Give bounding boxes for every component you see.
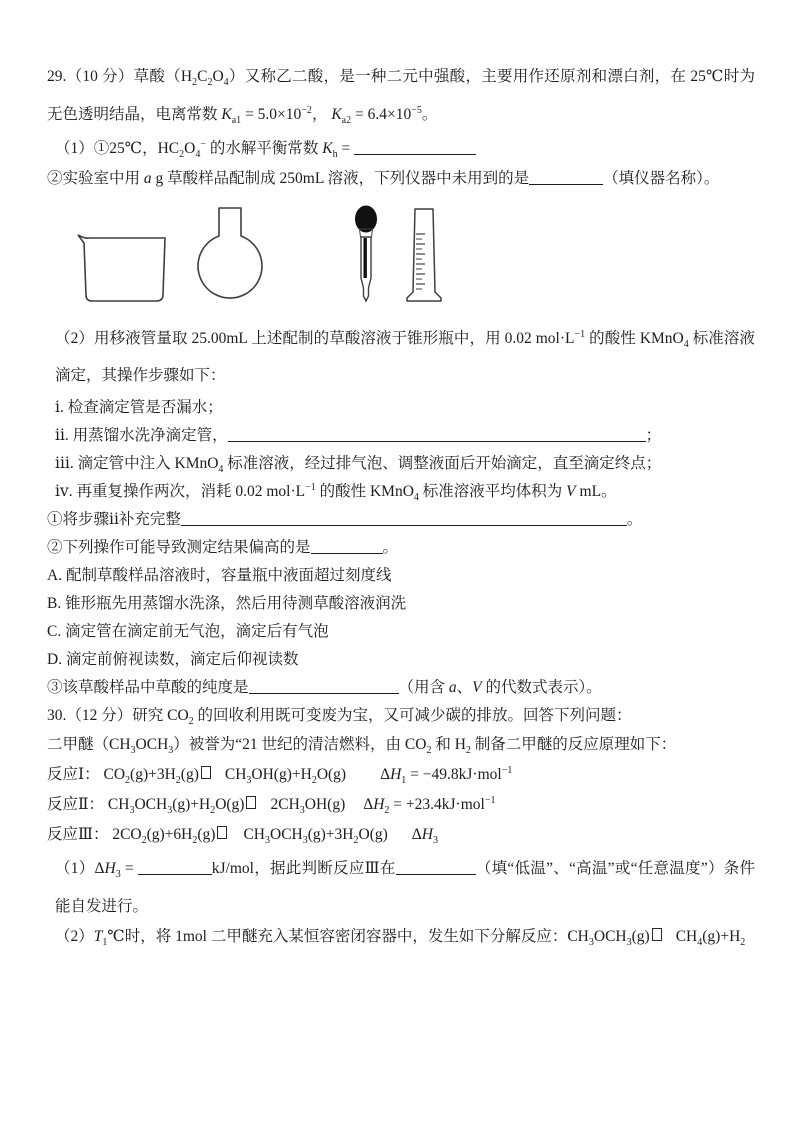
q29-part1-item2: ②实验室中用 a g 草酸样品配制成 250mL 溶液，下列仪器中未用到的是 （填仪器名称）。	[47, 170, 720, 187]
answer-blank	[249, 681, 399, 694]
q29-step-iii: ⅲ. 滴定管中注入 KMnO$_4$ 标准溶液，经过排气泡、调整液面后开始滴定，直至滴定终点；	[55, 455, 662, 476]
q29-sub1-complete: ①将步骤ⅱ补充完整 。	[47, 511, 643, 528]
q29-option-a: A. 配制草酸样品溶液时，容量瓶中液面超过刻度线	[47, 567, 392, 584]
answer-blank	[396, 862, 476, 875]
q29-option-b: B. 锥形瓶先用蒸馏水洗涤，然后用待测草酸溶液润洗	[47, 595, 407, 612]
answer-blank	[181, 513, 627, 526]
lab-equipment-figures	[47, 204, 755, 304]
q29-option-d: D. 滴定前俯视读数，滴定后仰视读数	[47, 651, 299, 668]
q30-reaction-2: 反应Ⅱ： $CH_3OCH_3(g)+H_2O(g)$ $2CH_3OH(g) \Delta H_2 = +23.4kJ\cdot mol^{-1}$	[47, 794, 496, 817]
answer-blank	[228, 429, 646, 442]
q30-reaction-1: 反应Ⅰ： $CO_2(g)+3H_2(g)$ $CH_3OH(g)+H_2O(g) \Delta H_1 = -49.8kJ\cdot mol^{-1}$	[47, 764, 513, 787]
q30-part2: $(2)T_1℃$时，将 1mol 二甲醚充入某恒容密闭容器中，发生如下分解反应：$CH_3OCH_3(g)$ $CH_4(g)+H_2$	[55, 928, 746, 949]
q30-dme-line: 二甲醚$(CH_3OCH_3)$被誉为“21 世纪的清洁燃料，由 $CO_2$ 和 $H_2$ 制备二甲醚的反应原理如下：	[47, 736, 677, 757]
answer-blank	[354, 142, 476, 155]
q29-step-ii: ⅱ. 用蒸馏水洗净滴定管， ；	[55, 427, 662, 444]
q30-part1: $(1)\Delta H_3 = kJ/mol$，据此判断反应Ⅲ在 （填“低温”、“高温”或“任意温度”）条件能自发进行。	[55, 860, 755, 915]
answer-blank	[138, 862, 212, 875]
q30-reaction-3: 反应Ⅲ： $2CO_2(g)+6H_2(g)$ $CH_3OCH_3(g)+3H_2O(g)$ $\Delta H_3$	[47, 826, 438, 847]
answer-blank	[311, 541, 383, 554]
q29-step-i: ⅰ. 检查滴定管是否漏水；	[55, 399, 223, 416]
reversible-reaction-placeholder-icon	[201, 766, 211, 779]
q29-option-c: C. 滴定管在滴定前无气泡，滴定后有气泡	[47, 623, 329, 640]
q30-intro: 30.（12 分）研究 $CO_2$ 的回收利用既可变废为宝，又可减少碳的排放。回答下列问题：	[47, 707, 632, 728]
q29-sub3-purity: ③该草酸样品中草酸的纯度是 （用含 a、V 的代数式表示）。	[47, 679, 602, 696]
graduated-cylinder-icon	[403, 206, 445, 304]
dropper-icon	[347, 204, 385, 304]
reversible-reaction-placeholder-icon	[652, 928, 662, 941]
q29-sub2-high: ②下列操作可能导致测定结果偏高的是 。	[47, 539, 399, 556]
q29-intro: 29.（10 分）草酸$(H_2C_2O_4)$又称乙二酸，是一种二元中强酸，主要用作还原剂和漂白剂，在 25℃时为无色透明结晶，电离常数 $K_{a1} = 5.0\times 10^{-2}$， $K_{a2} = 6.4\times 10^{-5}$。	[47, 68, 755, 127]
q29-part1-item1: （1）①25℃，$HC_2O_4^-$ 的水解平衡常数 $K_h$ =	[47, 134, 755, 164]
beaker-icon	[75, 232, 169, 304]
round-bottom-flask-icon	[185, 206, 275, 304]
answer-blank	[529, 172, 603, 185]
q29-step-iv: ⅳ. 再重复操作两次，消耗 0.02 $mol\cdot L^{-1}$ 的酸性 KMnO$_4$ 标准溶液平均体积为 V mL。	[55, 481, 617, 504]
q29-part2-intro: （2）用移液管量取 25.00mL 上述配制的草酸溶液于锥形瓶中，用 0.02 $mol\cdot L^{-1}$ 的酸性 KMnO$_4$ 标准溶液滴定，其操作步骤如下：	[55, 328, 755, 384]
reversible-reaction-placeholder-icon	[246, 796, 256, 809]
reversible-reaction-placeholder-icon	[217, 826, 227, 839]
